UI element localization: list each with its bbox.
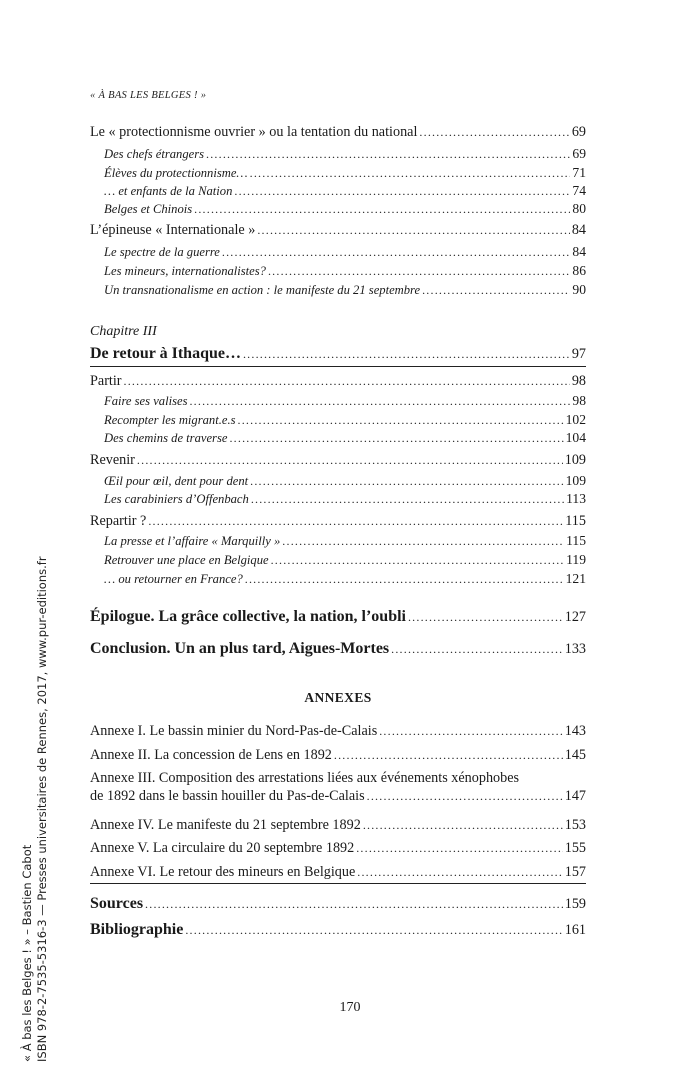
leader-dots — [250, 164, 571, 182]
toc-chapter-page: 97 — [571, 346, 586, 362]
leader-dots — [282, 532, 564, 550]
toc-subentry[interactable] — [90, 532, 586, 550]
toc-subentry-page: 98 — [572, 393, 586, 408]
toc-bibliographie-entry[interactable] — [90, 920, 586, 940]
toc-subentry[interactable] — [90, 182, 586, 200]
toc-subentry[interactable] — [90, 429, 586, 447]
leader-dots — [238, 411, 564, 429]
toc-subentry-title: Retrouver une place en Belgique — [104, 553, 269, 567]
toc-subentry[interactable] — [90, 243, 586, 261]
toc-subentry-page: 115 — [566, 533, 586, 548]
toc-subentry[interactable] — [90, 490, 586, 508]
toc-chapter-entry[interactable] — [90, 344, 586, 364]
toc-subentry-title: … et enfants de la Nation — [104, 184, 233, 198]
side-copyright-notice — [20, 162, 50, 1062]
toc-epilogue-title: Épilogue. La grâce collective, la nation, l’oubli — [90, 608, 406, 625]
toc-annex-title: Annexe V. La circulaire du 20 septembre 1892 — [90, 840, 355, 856]
toc-subentry-page: 84 — [572, 244, 586, 259]
leader-dots — [422, 281, 570, 299]
divider — [90, 883, 586, 884]
toc-annex-title: Annexe IV. Le manifeste du 21 septembre 1892 — [90, 817, 361, 833]
toc-entry-title: Repartir ? — [90, 513, 147, 529]
toc-subentry-page: 121 — [565, 571, 586, 586]
toc-annex-entry[interactable] — [90, 863, 586, 881]
running-head: « À BAS LES BELGES ! » — [90, 90, 207, 101]
side-notice-line1: « À bas les Belges ! » – Bastien Cabot — [20, 844, 34, 1062]
toc-subentry[interactable] — [90, 411, 586, 429]
toc-subentry[interactable] — [90, 281, 586, 299]
toc-annex-entry[interactable] — [90, 746, 586, 764]
toc-subentry-title: Faire ses valises — [104, 394, 188, 408]
toc-subentry[interactable] — [90, 164, 586, 182]
toc-subentry-title: Élèves du protectionnisme… — [104, 166, 248, 180]
toc-entry-page: 84 — [571, 222, 586, 238]
toc-annex-page: 155 — [564, 840, 586, 856]
toc-subentry[interactable] — [90, 570, 586, 588]
toc-annex-title: Annexe II. La concession de Lens en 1892 — [90, 747, 332, 763]
toc-subentry-title: Recompter les migrant.e.s — [104, 413, 236, 427]
toc-subentry-page: 104 — [565, 430, 586, 445]
leader-dots — [145, 894, 563, 914]
toc-subentry-page: 113 — [566, 491, 586, 506]
toc-entry-title: Revenir — [90, 452, 135, 468]
leader-dots — [245, 570, 564, 588]
toc-bibliographie-title: Bibliographie — [90, 921, 184, 938]
leader-dots — [357, 863, 562, 881]
annexes-heading: ANNEXES — [304, 690, 372, 705]
page-number: 170 — [339, 1000, 361, 1015]
toc-entry[interactable] — [90, 221, 586, 239]
toc-subentry-page: 80 — [572, 201, 586, 216]
leader-dots — [408, 607, 563, 627]
toc-annex-page: 143 — [564, 723, 586, 739]
leader-dots — [367, 787, 563, 805]
toc-subentry-page: 74 — [572, 183, 586, 198]
toc-annex-title-line2: de 1892 dans le bassin houiller du Pas-de-Calais — [90, 788, 365, 804]
toc-sources-title: Sources — [90, 895, 144, 912]
leader-dots — [391, 639, 563, 659]
toc-subentry-title: … ou retourner en France? — [104, 572, 243, 586]
leader-dots — [243, 344, 570, 364]
chapter-label: Chapitre III — [90, 324, 157, 339]
toc-subentry-page: 71 — [572, 165, 586, 180]
toc-annex-page: 145 — [564, 747, 586, 763]
toc-annex-page: 153 — [564, 817, 586, 833]
toc-subentry-page: 102 — [565, 412, 586, 427]
toc-subentry-title: Belges et Chinois — [104, 202, 193, 216]
leader-dots — [250, 472, 563, 490]
toc-annex-entry[interactable] — [90, 769, 586, 805]
toc-entry-title: Le « protectionnisme ouvrier » ou la tentation du national — [90, 124, 418, 140]
toc-entry[interactable] — [90, 512, 586, 530]
toc-conclusion-entry[interactable] — [90, 639, 586, 659]
toc-annex-page: 147 — [564, 788, 586, 804]
toc-subentry-page: 86 — [572, 263, 586, 278]
toc-subentry-page: 90 — [572, 282, 586, 297]
leader-dots — [334, 746, 563, 764]
toc-chapter-title: De retour à Ithaque… — [90, 345, 241, 362]
toc-annex-page: 157 — [564, 864, 586, 880]
toc-epilogue-entry[interactable] — [90, 607, 586, 627]
toc-epilogue-page: 127 — [564, 609, 586, 625]
toc-subentry-title: Le spectre de la guerre — [104, 245, 220, 259]
toc-subentry-title: Œil pour œil, dent pour dent — [104, 474, 249, 488]
toc-bibliographie-page: 161 — [564, 922, 586, 938]
toc-subentry[interactable] — [90, 392, 586, 410]
leader-dots — [124, 372, 570, 390]
toc-subentry-title: Des chefs étrangers — [104, 147, 205, 161]
toc-subentry-title: Un transnationalisme en action : le manifeste du 21 septembre — [104, 283, 421, 297]
toc-annex-title-line1: Annexe III. Composition des arrestations liées aux événements xénophobes — [90, 770, 520, 786]
leader-dots — [379, 722, 562, 740]
leader-dots — [229, 429, 563, 447]
leader-dots — [268, 262, 570, 280]
toc-subentry[interactable] — [90, 472, 586, 490]
toc-conclusion-title: Conclusion. Un an plus tard, Aigues-Mortes — [90, 640, 390, 657]
divider — [90, 366, 586, 367]
toc-entry[interactable] — [90, 123, 586, 141]
toc-subentry[interactable] — [90, 145, 586, 163]
side-notice-line2: ISBN 978-2-7535-5316-3 — Presses universitaires de Rennes, 2017, www.pur-editions.fr — [35, 556, 49, 1062]
leader-dots — [419, 123, 569, 141]
toc-entry-page: 98 — [571, 373, 586, 389]
leader-dots — [194, 200, 570, 218]
toc-subentry-title: Les mineurs, internationalistes? — [104, 264, 266, 278]
toc-subentry[interactable] — [90, 262, 586, 280]
toc-annex-entry[interactable] — [90, 816, 586, 834]
toc-annex-title: Annexe I. Le bassin minier du Nord-Pas-de-Calais — [90, 723, 378, 739]
leader-dots — [189, 392, 570, 410]
leader-dots — [137, 451, 563, 469]
leader-dots — [185, 920, 562, 940]
leader-dots — [271, 551, 565, 569]
toc-subentry-title: Des chemins de traverse — [104, 431, 228, 445]
toc-conclusion-page: 133 — [564, 641, 586, 657]
toc-annex-title: Annexe VI. Le retour des mineurs en Belgique — [90, 864, 356, 880]
toc-entry-page: 115 — [565, 513, 586, 529]
toc-sources-page: 159 — [564, 896, 586, 912]
toc-entry-page: 109 — [564, 452, 586, 468]
toc-annex-entry[interactable] — [90, 839, 586, 857]
toc-subentry[interactable] — [90, 551, 586, 569]
leader-dots — [148, 512, 563, 530]
toc-entry[interactable] — [90, 372, 586, 390]
leader-dots — [257, 221, 569, 239]
toc-subentry-page: 109 — [565, 473, 586, 488]
leader-dots — [251, 490, 564, 508]
toc-entry-title: L’épineuse « Internationale » — [90, 222, 256, 238]
toc-entry[interactable] — [90, 451, 586, 469]
toc-subentry[interactable] — [90, 200, 586, 218]
toc-entry-page: 69 — [571, 124, 586, 140]
toc-entry-title: Partir — [90, 373, 122, 389]
toc-annex-entry[interactable] — [90, 722, 586, 740]
toc-subentry-title: Les carabiniers d’Offenbach — [104, 492, 249, 506]
leader-dots — [356, 839, 562, 857]
toc-subentry-page: 69 — [572, 146, 586, 161]
leader-dots — [206, 145, 570, 163]
toc-subentry-title: La presse et l’affaire « Marquilly » — [104, 534, 281, 548]
leader-dots — [363, 816, 563, 834]
toc-subentry-page: 119 — [566, 552, 586, 567]
leader-dots — [234, 182, 570, 200]
leader-dots — [222, 243, 571, 261]
toc-sources-entry[interactable] — [90, 894, 586, 914]
